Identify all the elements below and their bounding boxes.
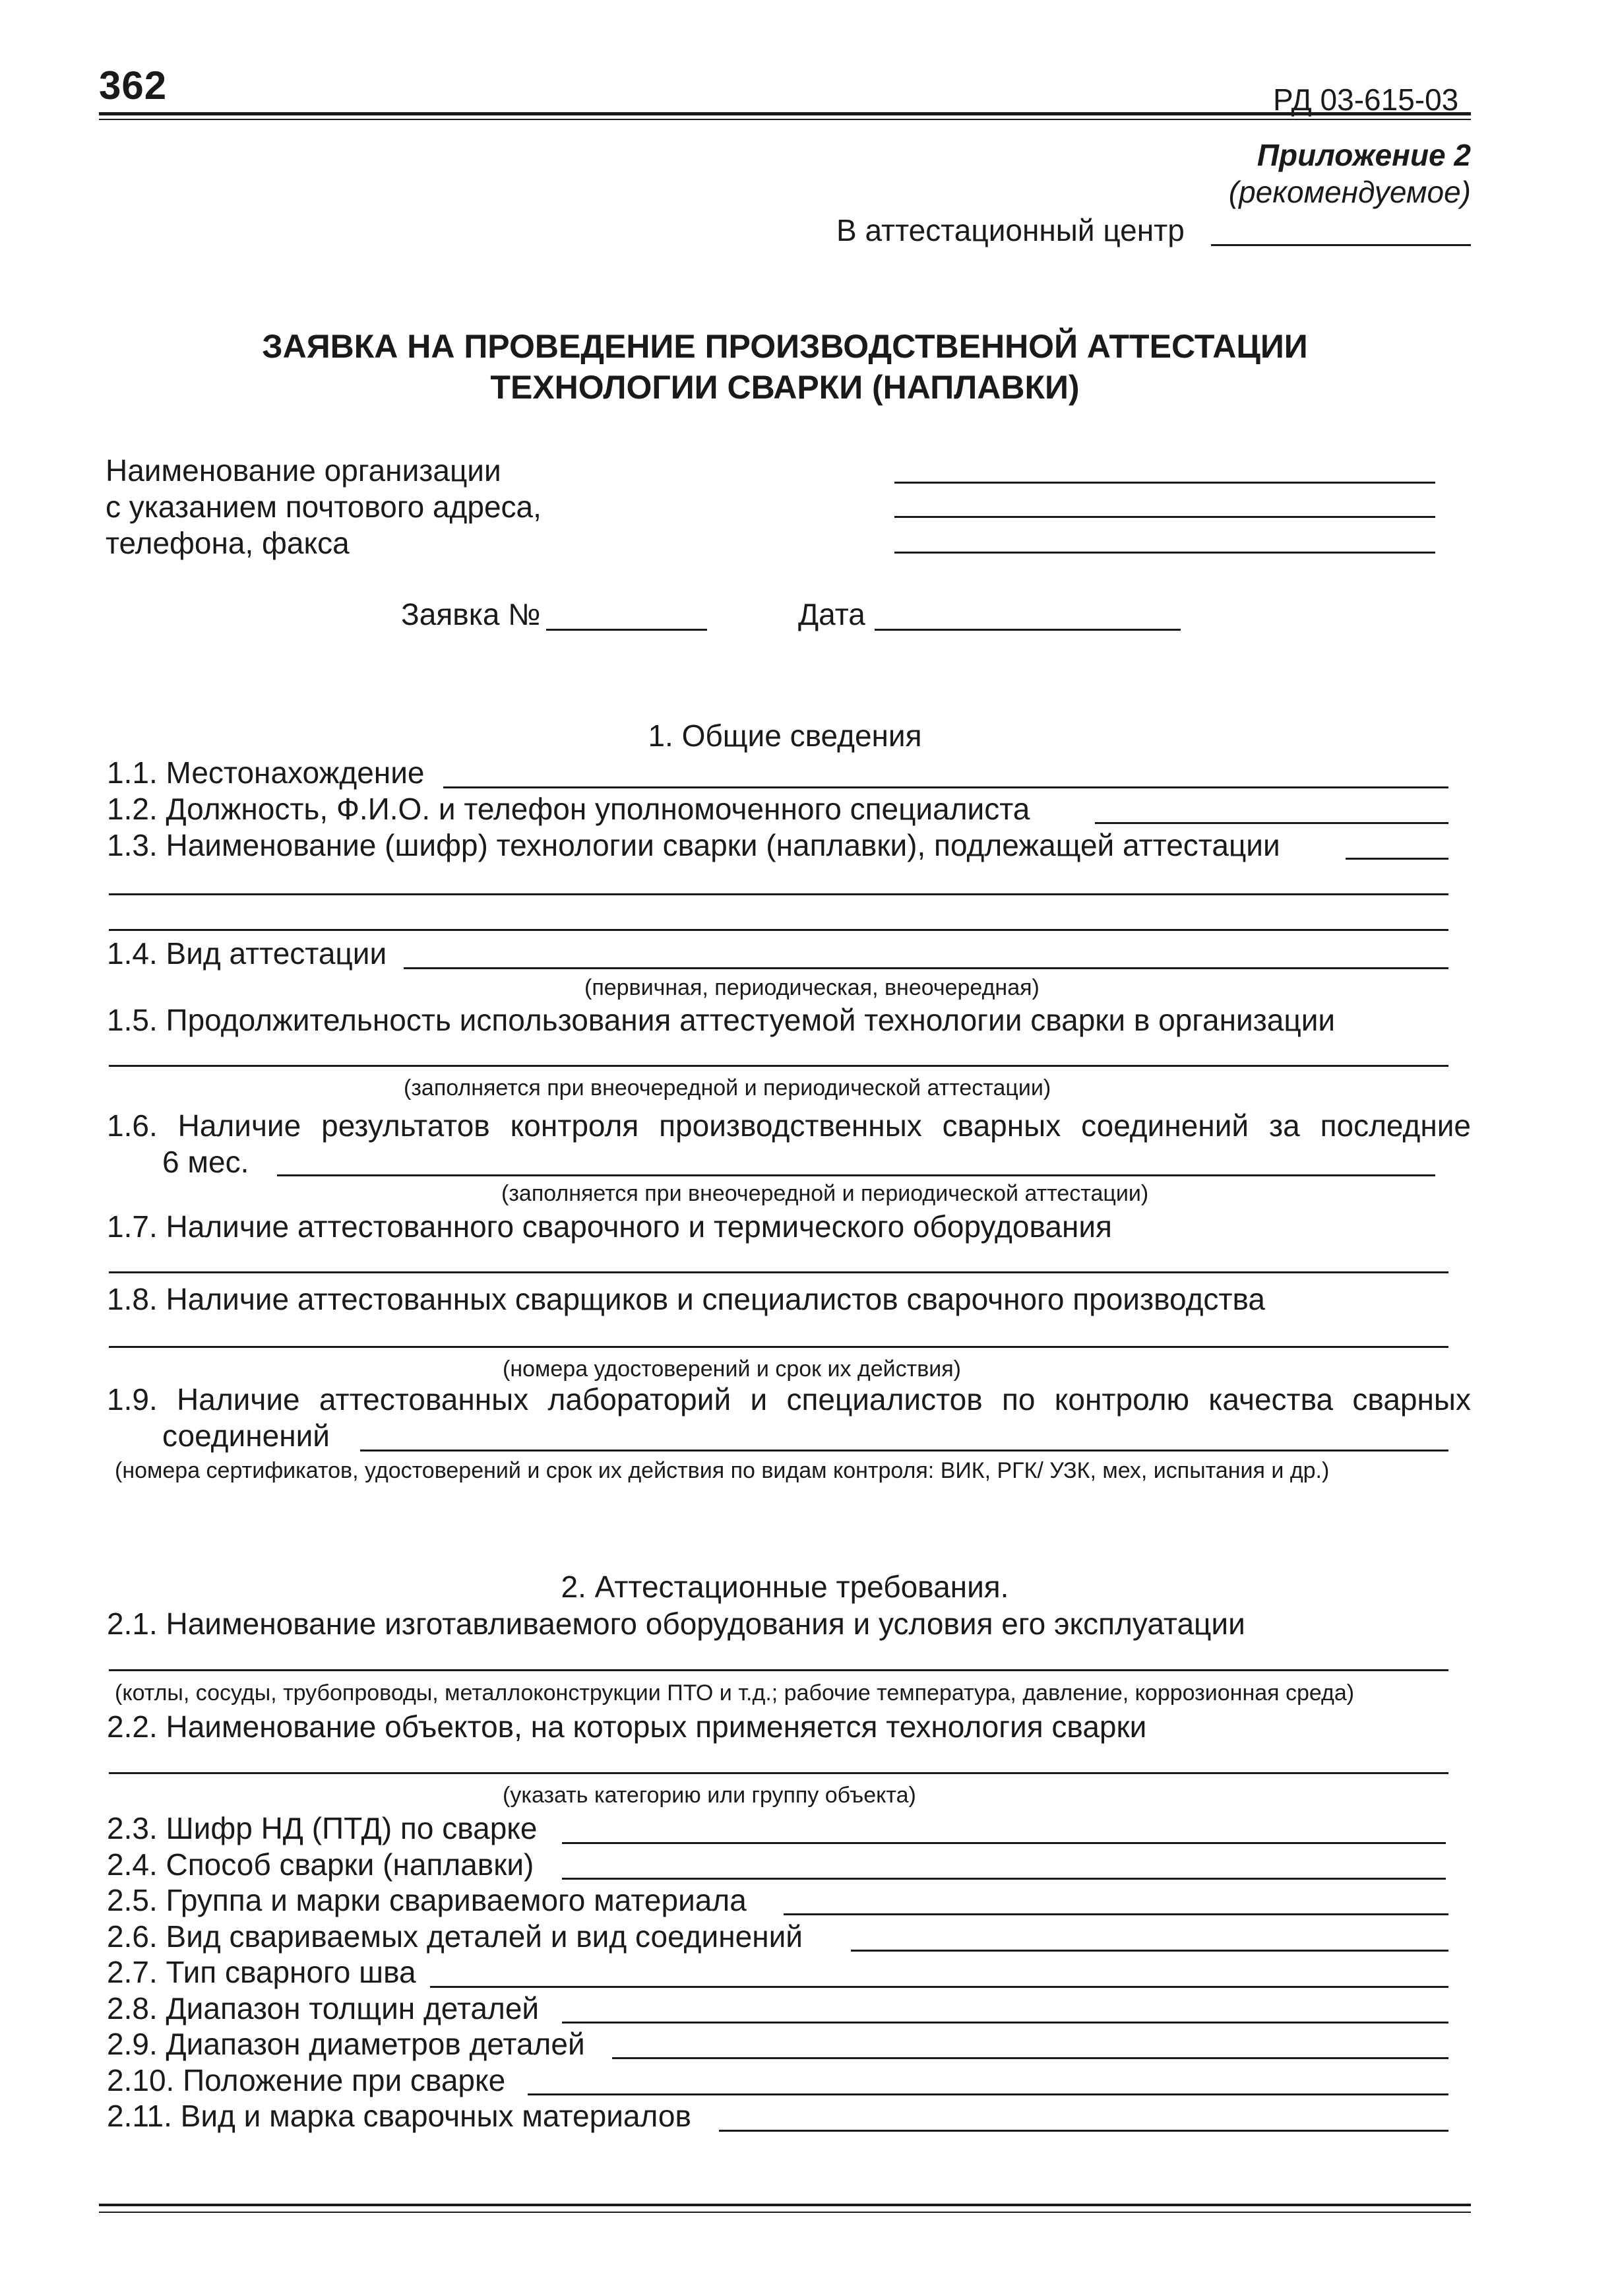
section1-heading: 1. Общие сведения	[648, 718, 922, 753]
item-2-2-field[interactable]	[109, 1772, 1448, 1774]
item-1-9-label: 1.9. Наличие аттестованных лабораторий и специалистов по контролю качества сварных	[107, 1382, 1471, 1417]
item-1-3-field-2[interactable]	[109, 893, 1448, 895]
item-2-8-field[interactable]	[562, 2022, 1448, 2024]
item-1-5-label: 1.5. Продолжительность использования аттестуемой технологии сварки в организации	[107, 1003, 1336, 1037]
document-code: РД 03-615-03	[1273, 82, 1459, 117]
item-2-1-field[interactable]	[109, 1669, 1448, 1671]
item-2-4-label: 2.4. Способ сварки (наплавки)	[107, 1847, 534, 1882]
item-2-5-field[interactable]	[784, 1913, 1448, 1915]
item-2-6-label: 2.6. Вид свариваемых деталей и вид соединений	[107, 1919, 803, 1954]
item-1-9-field[interactable]	[360, 1450, 1448, 1451]
item-2-1-label: 2.1. Наименование изготавливаемого оборудования и условия его эксплуатации	[107, 1607, 1245, 1641]
request-number-label: Заявка №	[401, 597, 541, 631]
item-1-6-note: (заполняется при внеочередной и периодической аттестации)	[501, 1181, 1149, 1206]
item-2-8-label: 2.8. Диапазон толщин деталей	[107, 1991, 540, 2025]
item-1-9-note: (номера сертификатов, удостоверений и срок их действия по видам контроля: ВИК, РГК/ УЗК, мех, испытания и др.)	[115, 1458, 1330, 1483]
addressee-label: В аттестационный центр	[836, 213, 1185, 247]
item-1-5-note: (заполняется при внеочередной и периодической аттестации)	[404, 1075, 1051, 1100]
item-2-2-note: (указать категорию или группу объекта)	[503, 1783, 916, 1808]
item-1-4-field[interactable]	[404, 967, 1448, 969]
addressee-field[interactable]	[1211, 244, 1471, 246]
item-2-4-field[interactable]	[562, 1878, 1446, 1880]
item-2-9-field[interactable]	[612, 2057, 1448, 2059]
item-2-9-label: 2.9. Диапазон диаметров деталей	[107, 2027, 585, 2061]
footer-rule-bottom	[99, 2212, 1471, 2213]
item-1-9-label-cont: соединений	[162, 1419, 330, 1453]
organization-field-3[interactable]	[894, 552, 1435, 554]
item-1-8-field[interactable]	[109, 1346, 1448, 1348]
item-1-1-field[interactable]	[443, 786, 1448, 788]
item-1-4-label: 1.4. Вид аттестации	[107, 936, 387, 971]
form-title-line2: ТЕХНОЛОГИИ СВАРКИ (НАПЛАВКИ)	[490, 369, 1080, 406]
item-1-3-field[interactable]	[1346, 858, 1448, 860]
item-2-6-field[interactable]	[851, 1950, 1448, 1952]
item-2-7-field[interactable]	[430, 1986, 1448, 1988]
organization-field-1[interactable]	[894, 482, 1435, 484]
organization-field-2[interactable]	[894, 516, 1435, 518]
footer-rule-top	[99, 2204, 1471, 2206]
item-2-3-field[interactable]	[562, 1842, 1446, 1844]
item-2-7-label: 2.7. Тип сварного шва	[107, 1955, 416, 1989]
item-1-8-label: 1.8. Наличие аттестованных сварщиков и специалистов сварочного производства	[107, 1282, 1265, 1316]
item-1-1-label: 1.1. Местонахождение	[107, 755, 425, 790]
section2-heading: 2. Аттестационные требования.	[561, 1570, 1009, 1604]
item-2-11-field[interactable]	[719, 2130, 1448, 2132]
header-rule-top	[99, 112, 1471, 115]
form-title-line1: ЗАЯВКА НА ПРОВЕДЕНИЕ ПРОИЗВОДСТВЕННОЙ АТТЕСТАЦИИ	[262, 328, 1308, 365]
item-1-6-label-cont: 6 мес.	[162, 1145, 249, 1179]
item-2-10-label: 2.10. Положение при сварке	[107, 2063, 506, 2097]
item-1-7-field[interactable]	[109, 1271, 1448, 1273]
item-1-4-note: (первичная, периодическая, внеочередная)	[584, 975, 1040, 1000]
item-2-11-label: 2.11. Вид и марка сварочных материалов	[107, 2099, 691, 2133]
header-rule-bottom	[99, 119, 1471, 120]
organization-label-line2: с указанием почтового адреса,	[106, 490, 542, 524]
item-2-5-label: 2.5. Группа и марки свариваемого материала	[107, 1883, 747, 1917]
item-1-6-label: 1.6. Наличие результатов контроля производственных сварных соединений за последние	[107, 1108, 1471, 1143]
organization-label-line1: Наименование организации	[106, 453, 501, 488]
item-2-1-note: (котлы, сосуды, трубопроводы, металлоконструкции ПТО и т.д.; рабочие температура, давление, коррозионная среда)	[115, 1680, 1355, 1706]
item-2-3-label: 2.3. Шифр НД (ПТД) по сварке	[107, 1811, 538, 1845]
page-number: 362	[99, 63, 168, 108]
organization-label-line3: телефона, факса	[106, 526, 350, 560]
request-date-label: Дата	[798, 597, 865, 631]
item-1-8-note: (номера удостоверений и срок их действия)	[503, 1356, 962, 1382]
item-2-10-field[interactable]	[528, 2093, 1448, 2095]
appendix-note: (рекомендуемое)	[1228, 175, 1471, 209]
request-number-field[interactable]	[546, 629, 707, 631]
appendix-title: Приложение 2	[1257, 138, 1471, 172]
request-date-field[interactable]	[875, 629, 1181, 631]
item-1-2-label: 1.2. Должность, Ф.И.О. и телефон уполномоченного специалиста	[107, 792, 1030, 826]
item-1-6-field[interactable]	[277, 1174, 1435, 1176]
item-1-5-field[interactable]	[109, 1065, 1448, 1067]
item-1-3-field-3[interactable]	[109, 929, 1448, 931]
item-1-3-label: 1.3. Наименование (шифр) технологии сварки (наплавки), подлежащей аттестации	[107, 828, 1280, 862]
item-1-7-label: 1.7. Наличие аттестованного сварочного и термического оборудования	[107, 1209, 1112, 1244]
item-2-2-label: 2.2. Наименование объектов, на которых применяется технология сварки	[107, 1709, 1147, 1744]
item-1-2-field[interactable]	[1095, 822, 1448, 824]
